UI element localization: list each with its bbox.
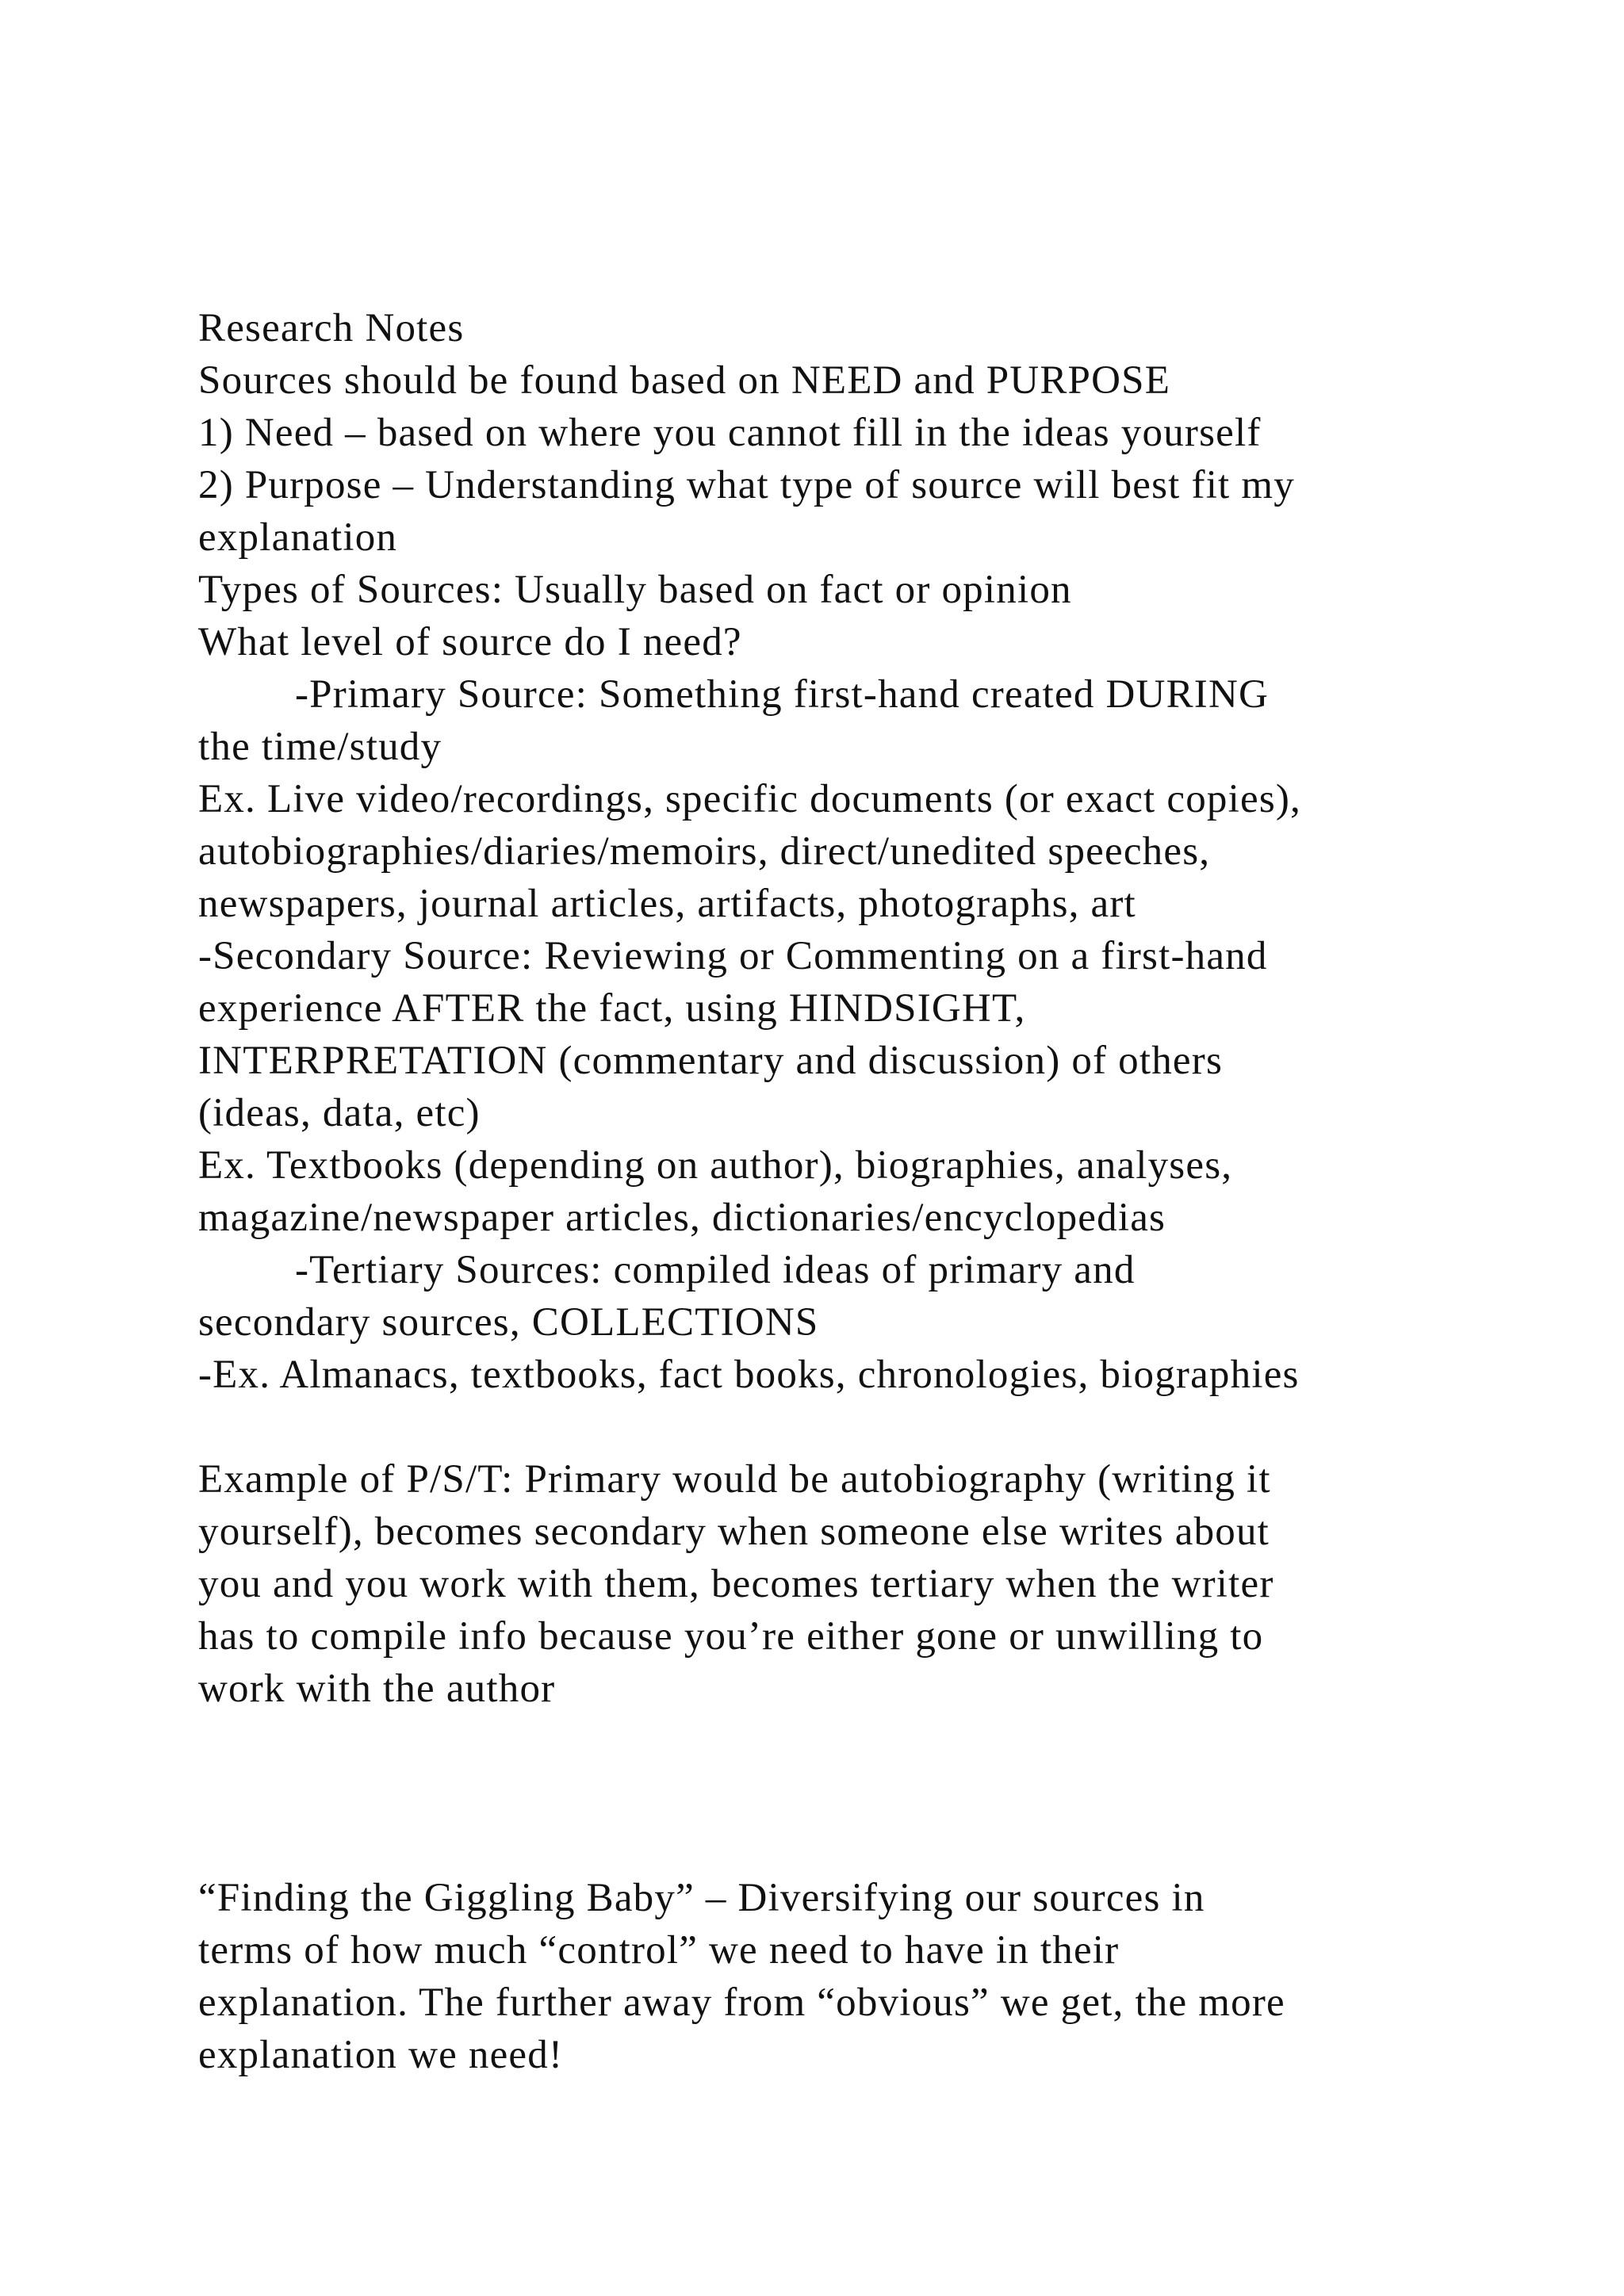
text-line: -Secondary Source: Reviewing or Commenting on a first-hand bbox=[198, 934, 1268, 978]
text-line: (ideas, data, etc) bbox=[198, 1091, 481, 1135]
document-body bbox=[198, 302, 1467, 2081]
document-title: Research Notes bbox=[198, 306, 465, 350]
text-line: -Primary Source: Something first-hand created DURING bbox=[295, 672, 1270, 717]
text-line: experience AFTER the fact, using HINDSIGHT, bbox=[198, 986, 1026, 1031]
blank-line bbox=[198, 1767, 1467, 1820]
text-line: Example of P/S/T: Primary would be autobiography (writing it bbox=[198, 1457, 1271, 1502]
text-line: has to compile info because you’re either gone or unwilling to bbox=[198, 1614, 1264, 1659]
text-line: explanation we need! bbox=[198, 2033, 564, 2077]
text-line: -Tertiary Sources: compiled ideas of primary and bbox=[295, 1248, 1136, 1292]
text-line: the time/study bbox=[198, 725, 442, 769]
text-line: secondary sources, COLLECTIONS bbox=[198, 1300, 819, 1345]
text-line: -Ex. Almanacs, textbooks, fact books, chronologies, biographies bbox=[198, 1353, 1300, 1397]
text-line: Ex. Textbooks (depending on author), biographies, analyses, bbox=[198, 1143, 1233, 1188]
text-line: INTERPRETATION (commentary and discussion) of others bbox=[198, 1039, 1224, 1083]
text-line: “Finding the Giggling Baby” – Diversifying our sources in bbox=[198, 1876, 1205, 1920]
text-line: What level of source do I need? bbox=[198, 620, 742, 664]
text-line: you and you work with them, becomes tertiary when the writer bbox=[198, 1562, 1274, 1606]
text-line: explanation. The further away from “obvious” we get, the more bbox=[198, 1980, 1285, 2025]
blank-line bbox=[198, 1401, 1467, 1453]
text-line: explanation bbox=[198, 515, 398, 560]
text-line: Ex. Live video/recordings, specific documents (or exact copies), bbox=[198, 777, 1301, 821]
blank-line bbox=[198, 1715, 1467, 1767]
text-line: newspapers, journal articles, artifacts, photographs, art bbox=[198, 882, 1136, 926]
text-line: 2) Purpose – Understanding what type of source will best fit my bbox=[198, 463, 1295, 507]
blank-line bbox=[198, 1820, 1467, 1872]
text-line: work with the author bbox=[198, 1667, 556, 1711]
text-line: Sources should be found based on NEED and PURPOSE bbox=[198, 358, 1171, 403]
text-line: autobiographies/diaries/memoirs, direct/unedited speeches, bbox=[198, 829, 1211, 874]
text-line: Types of Sources: Usually based on fact or opinion bbox=[198, 568, 1072, 612]
text-line: yourself), becomes secondary when someone else writes about bbox=[198, 1510, 1270, 1554]
text-line: 1) Need – based on where you cannot fill in the ideas yourself bbox=[198, 411, 1262, 455]
text-line: terms of how much “control” we need to have in their bbox=[198, 1928, 1120, 1973]
text-line: magazine/newspaper articles, dictionaries/encyclopedias bbox=[198, 1196, 1166, 1240]
